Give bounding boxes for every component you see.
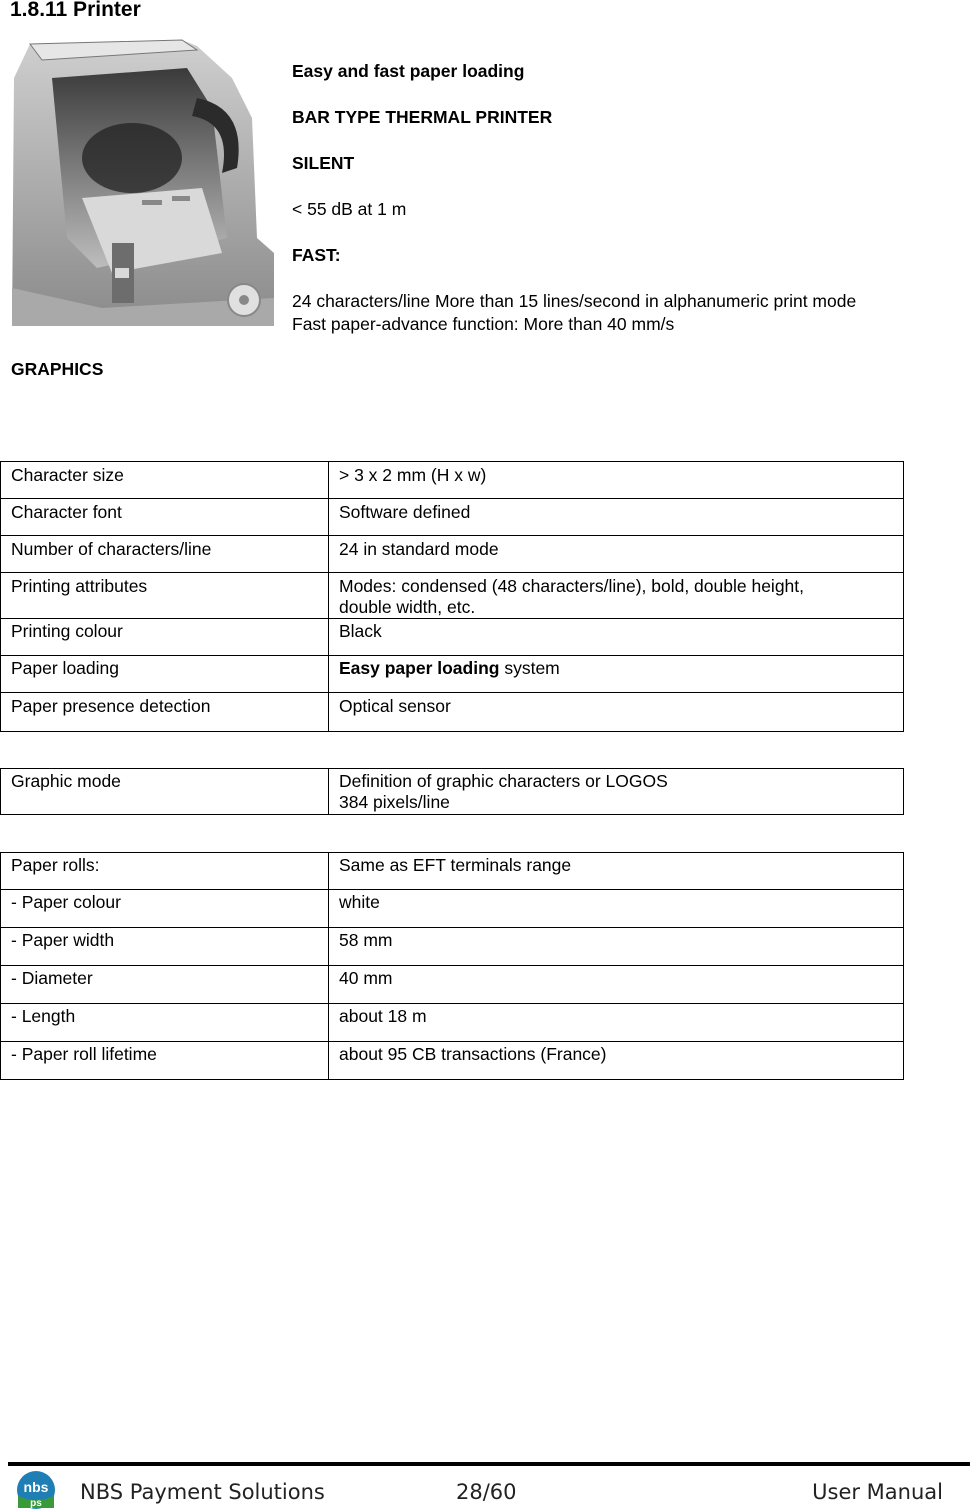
- fast-label: FAST:: [292, 245, 341, 265]
- table-row: [1, 890, 904, 928]
- table-row: [1, 1004, 904, 1042]
- spec-value: Optical sensor: [329, 693, 904, 732]
- spec-key: Printing attributes: [1, 573, 329, 619]
- spec-value: Same as EFT terminals range: [329, 853, 904, 890]
- printer-illustration: [12, 38, 275, 326]
- table-row: [1, 1042, 904, 1080]
- page-footer: [0, 1468, 970, 1511]
- spec-table-paper: [0, 852, 904, 1080]
- spec-value: 40 mm: [329, 966, 904, 1004]
- printer-type: BAR TYPE THERMAL PRINTER: [292, 107, 553, 127]
- spec-value-bold: Easy paper loading: [339, 658, 500, 678]
- spec-key: - Length: [1, 1004, 329, 1042]
- spec-value-rest: system: [499, 658, 560, 678]
- spec-value: > 3 x 2 mm (H x w): [329, 462, 904, 499]
- spec-value: about 95 CB transactions (France): [329, 1042, 904, 1080]
- spec-key: Character size: [1, 462, 329, 499]
- spec-table-graphics: [0, 768, 904, 815]
- spec-key: Graphic mode: [1, 769, 329, 815]
- spec-value: [329, 573, 904, 619]
- footer-doc-type: User Manual: [812, 1480, 943, 1504]
- table-row: [1, 499, 904, 536]
- spec-value: white: [329, 890, 904, 928]
- spec-key: - Diameter: [1, 966, 329, 1004]
- silent-label: SILENT: [292, 153, 355, 173]
- table-row: [1, 573, 904, 619]
- spec-key: Character font: [1, 499, 329, 536]
- feature-heading: Easy and fast paper loading: [292, 61, 525, 81]
- spec-value: [329, 656, 904, 693]
- table-row: [1, 693, 904, 732]
- footer-rule: [8, 1462, 970, 1466]
- spec-value-line: Modes: condensed (48 characters/line), bold, double height,: [339, 576, 805, 596]
- spec-key: Number of characters/line: [1, 536, 329, 573]
- table-row: [1, 656, 904, 693]
- fast-line-2: Fast paper-advance function: More than 40 mm/s: [292, 314, 675, 334]
- printer-features: [292, 60, 962, 336]
- table-row: [1, 853, 904, 890]
- graphics-heading: GRAPHICS: [11, 359, 104, 379]
- printer-photo: [12, 38, 275, 326]
- spec-value: 24 in standard mode: [329, 536, 904, 573]
- svg-text:ps: ps: [30, 1498, 42, 1509]
- table-row: [1, 462, 904, 499]
- spec-value: 58 mm: [329, 928, 904, 966]
- fast-line-1: 24 characters/line More than 15 lines/second in alphanumeric print mode: [292, 291, 857, 311]
- spec-value-line: 384 pixels/line: [339, 792, 450, 812]
- spec-value: [329, 769, 904, 815]
- spec-value-line: Definition of graphic characters or LOGOS: [339, 771, 668, 791]
- spec-table-characters: [0, 461, 904, 732]
- section-title: 1.8.11 Printer: [10, 0, 141, 21]
- silent-value: < 55 dB at 1 m: [292, 199, 407, 219]
- table-row: [1, 769, 904, 815]
- table-row: [1, 928, 904, 966]
- nbs-logo-icon: [10, 1470, 62, 1510]
- footer-company: NBS Payment Solutions: [80, 1480, 325, 1504]
- svg-text:nbs: nbs: [23, 1479, 49, 1495]
- spec-key: Paper rolls:: [1, 853, 329, 890]
- table-row: [1, 966, 904, 1004]
- spec-key: - Paper colour: [1, 890, 329, 928]
- spec-key: - Paper roll lifetime: [1, 1042, 329, 1080]
- table-row: [1, 619, 904, 656]
- footer-page-number: 28/60: [456, 1480, 517, 1504]
- spec-key: - Paper width: [1, 928, 329, 966]
- spec-value-line: double width, etc.: [339, 597, 476, 617]
- spec-value: about 18 m: [329, 1004, 904, 1042]
- table-row: [1, 536, 904, 573]
- spec-value: Software defined: [329, 499, 904, 536]
- spec-key: Paper presence detection: [1, 693, 329, 732]
- spec-key: Paper loading: [1, 656, 329, 693]
- spec-key: Printing colour: [1, 619, 329, 656]
- spec-value: Black: [329, 619, 904, 656]
